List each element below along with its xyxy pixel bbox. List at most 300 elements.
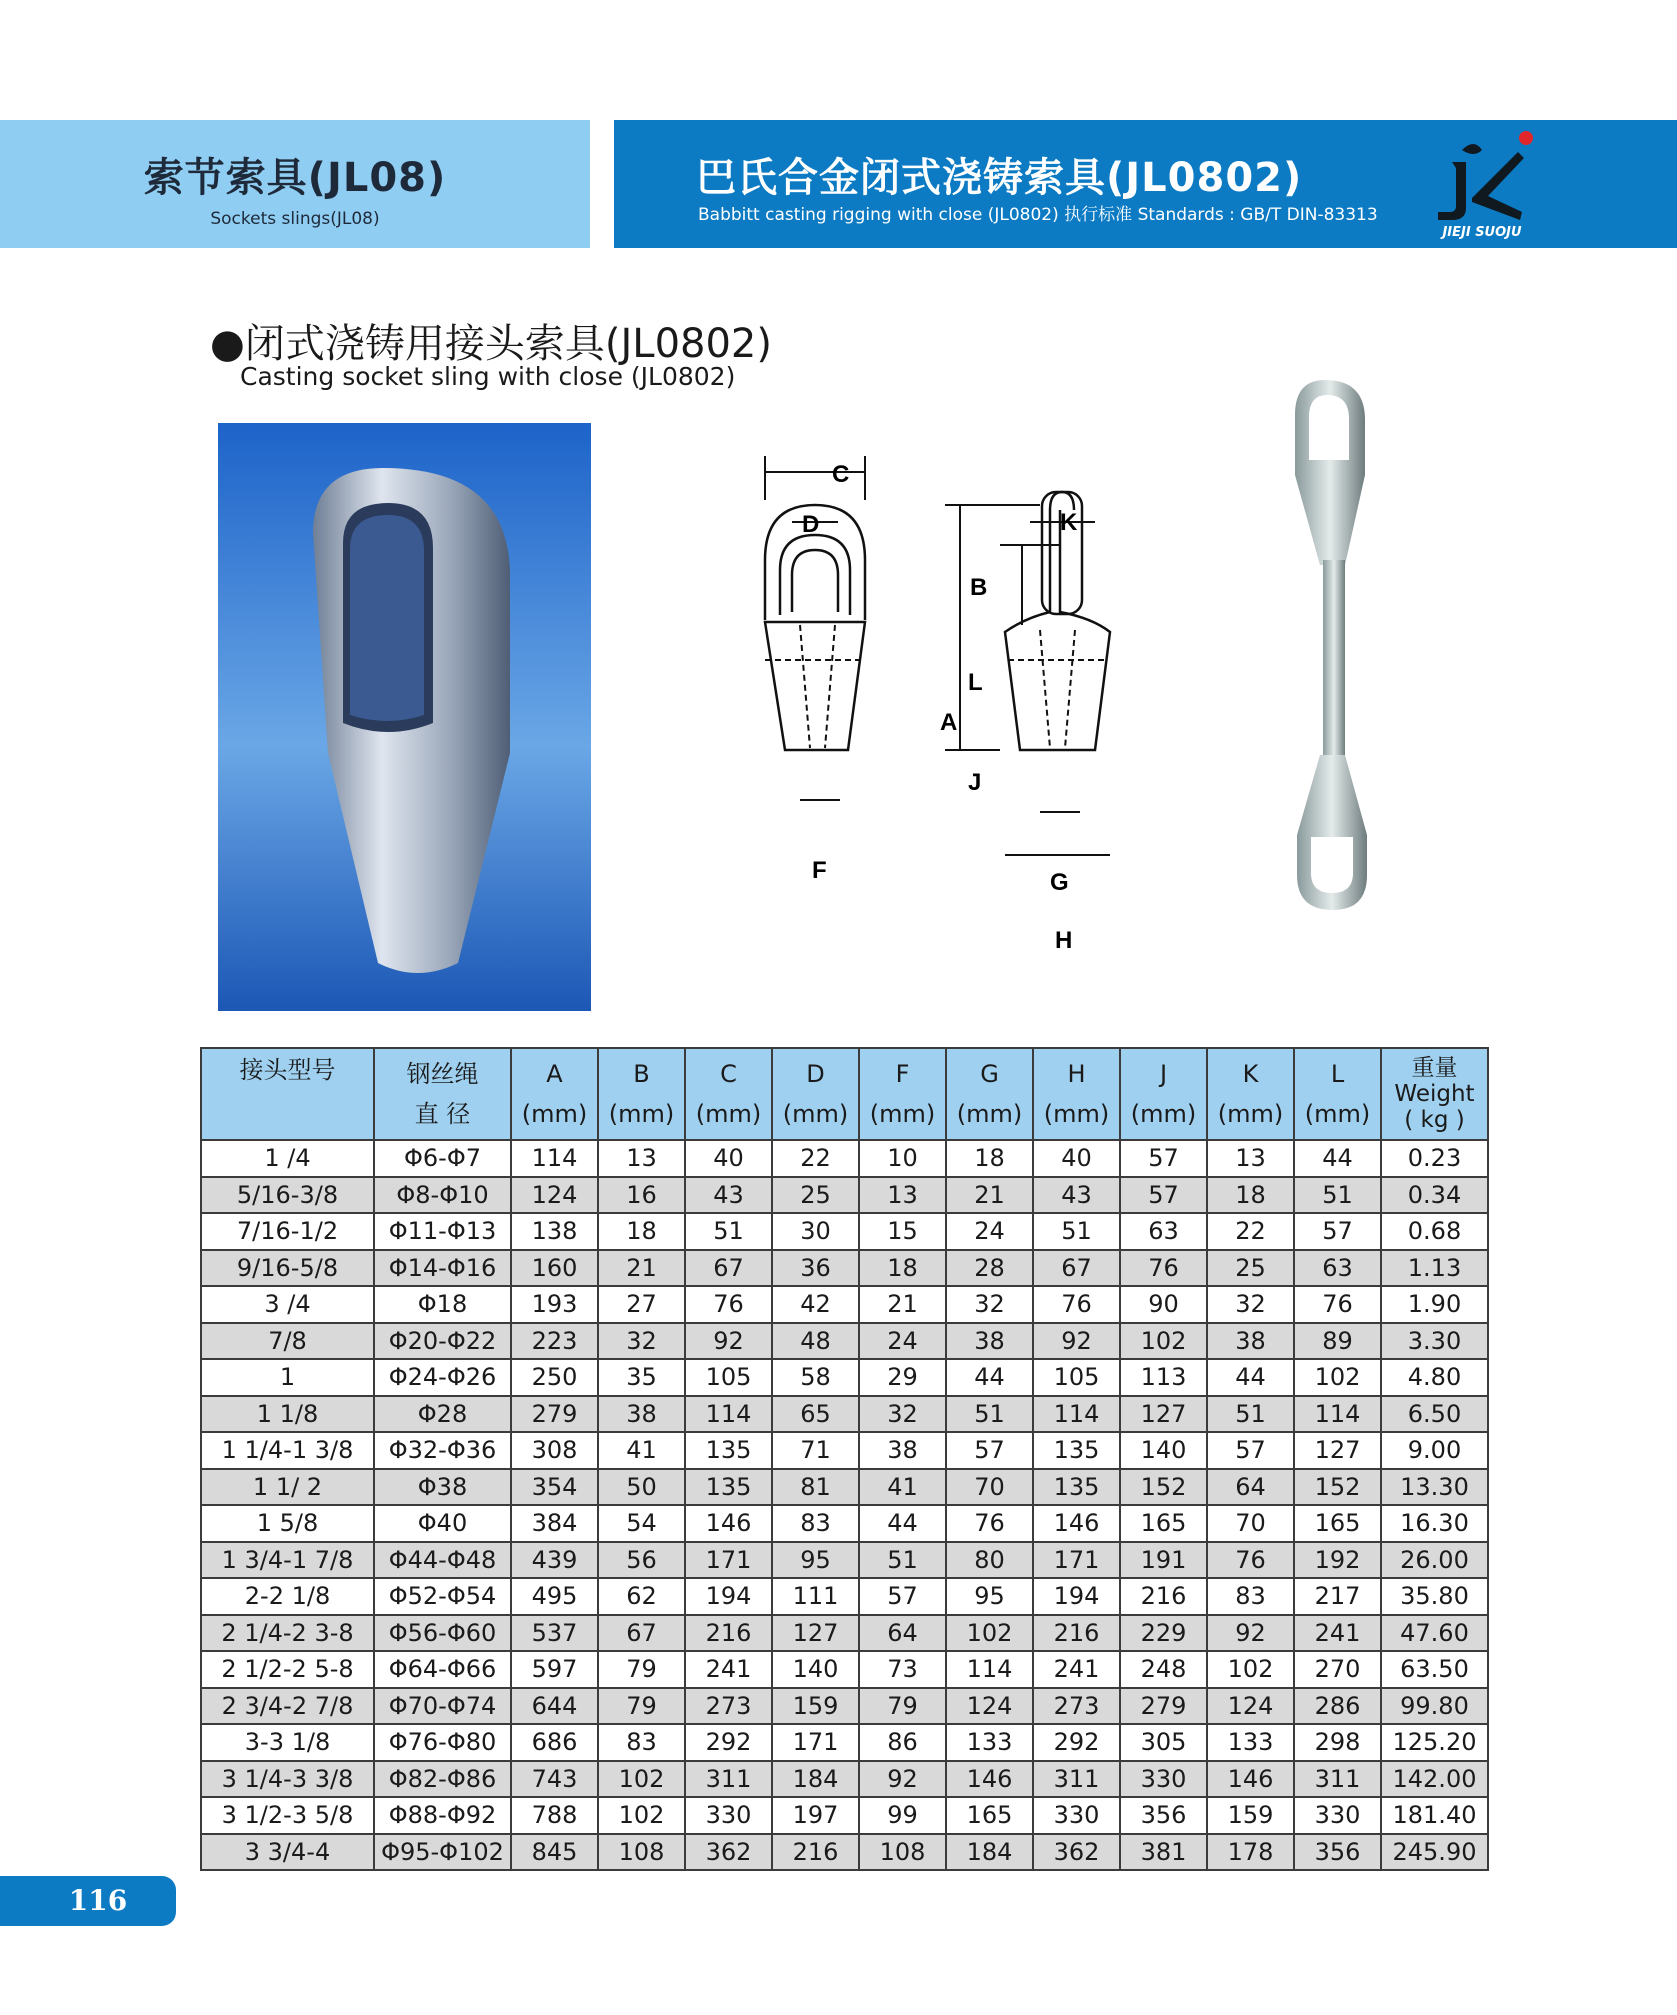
table-cell: 0.34 [1381,1177,1488,1214]
table-cell: Φ82-Φ86 [374,1761,511,1798]
table-cell: 152 [1294,1469,1381,1506]
table-row [201,1834,1488,1871]
table-cell: 644 [511,1688,598,1725]
table-cell: 111 [772,1578,859,1615]
table-cell: 76 [1120,1250,1207,1287]
table-cell: 241 [1033,1651,1120,1688]
table-cell: 24 [946,1213,1033,1250]
table-cell: 330 [1120,1761,1207,1798]
table-cell: 7/8 [201,1323,374,1360]
table-cell: 102 [946,1615,1033,1652]
table-cell: 113 [1120,1359,1207,1396]
table-cell: Φ32-Φ36 [374,1432,511,1469]
table-cell: 9/16-5/8 [201,1250,374,1287]
table-cell: 124 [511,1177,598,1214]
col-a: A (mm) [511,1048,598,1140]
table-cell: 63.50 [1381,1651,1488,1688]
col-b: B (mm) [598,1048,685,1140]
table-cell: 279 [1120,1688,1207,1725]
table-cell: 171 [1033,1542,1120,1579]
table-cell: 7/16-1/2 [201,1213,374,1250]
table-cell: 13 [859,1177,946,1214]
table-cell: 92 [1033,1323,1120,1360]
table-cell: 362 [685,1834,772,1871]
section-title-cn: ●闭式浇铸用接头索具(JL0802) [210,321,772,367]
table-cell: Φ95-Φ102 [374,1834,511,1871]
table-cell: 216 [1120,1578,1207,1615]
table-cell: 178 [1207,1834,1294,1871]
table-cell: 57 [1294,1213,1381,1250]
table-cell: 32 [598,1323,685,1360]
table-cell: 308 [511,1432,598,1469]
table-cell: 330 [1033,1797,1120,1834]
table-cell: 35 [598,1359,685,1396]
table-cell: 42 [772,1286,859,1323]
table-cell: 81 [772,1469,859,1506]
table-cell: 56 [598,1542,685,1579]
table-cell: 44 [859,1505,946,1542]
table-cell: 95 [772,1542,859,1579]
table-cell: Φ88-Φ92 [374,1797,511,1834]
table-cell: Φ70-Φ74 [374,1688,511,1725]
table-cell: 217 [1294,1578,1381,1615]
table-cell: 362 [1033,1834,1120,1871]
table-cell: Φ14-Φ16 [374,1250,511,1287]
table-cell: 10 [859,1140,946,1177]
table-row [201,1286,1488,1323]
table-cell: 245.90 [1381,1834,1488,1871]
table-cell: Φ24-Φ26 [374,1359,511,1396]
table-cell: 41 [859,1469,946,1506]
table-cell: 35.80 [1381,1578,1488,1615]
table-cell: 250 [511,1359,598,1396]
table-cell: 495 [511,1578,598,1615]
table-cell: 102 [1207,1651,1294,1688]
table-cell: 165 [1294,1505,1381,1542]
table-cell: 29 [859,1359,946,1396]
table-cell: 597 [511,1651,598,1688]
table-cell: 92 [859,1761,946,1798]
table-cell: 51 [685,1213,772,1250]
table-cell: 44 [1207,1359,1294,1396]
table-cell: 743 [511,1761,598,1798]
table-cell: 44 [1294,1140,1381,1177]
col-d: D (mm) [772,1048,859,1140]
table-cell: 16 [598,1177,685,1214]
section-title-en: Casting socket sling with close (JL0802) [240,362,736,391]
table-cell: Φ64-Φ66 [374,1651,511,1688]
table-row [201,1396,1488,1433]
table-cell: 6.50 [1381,1396,1488,1433]
table-cell: 356 [1120,1797,1207,1834]
table-cell: 26.00 [1381,1542,1488,1579]
table-cell: 105 [685,1359,772,1396]
table-cell: 125.20 [1381,1724,1488,1761]
table-cell: 305 [1120,1724,1207,1761]
table-cell: 63 [1120,1213,1207,1250]
table-cell: Φ38 [374,1469,511,1506]
table-cell: 67 [598,1615,685,1652]
table-row [201,1578,1488,1615]
table-cell: 102 [598,1797,685,1834]
table-cell: 3 /4 [201,1286,374,1323]
table-row [201,1250,1488,1287]
label-l: L [968,669,983,696]
table-row [201,1615,1488,1652]
table-cell: 165 [1120,1505,1207,1542]
table-cell: 64 [1207,1469,1294,1506]
table-cell: 51 [859,1542,946,1579]
table-cell: 99 [859,1797,946,1834]
table-cell: Φ28 [374,1396,511,1433]
label-d: D [802,511,820,538]
table-cell: 58 [772,1359,859,1396]
table-row [201,1724,1488,1761]
table-cell: 184 [772,1761,859,1798]
table-cell: 229 [1120,1615,1207,1652]
table-cell: 248 [1120,1651,1207,1688]
table-cell: 114 [946,1651,1033,1688]
table-cell: 0.23 [1381,1140,1488,1177]
table-cell: 73 [859,1651,946,1688]
table-cell: 40 [685,1140,772,1177]
label-b: B [970,574,988,601]
col-f: F (mm) [859,1048,946,1140]
table-cell: 127 [1120,1396,1207,1433]
table-cell: Φ56-Φ60 [374,1615,511,1652]
page-number: 116 [0,1876,176,1926]
table-cell: 86 [859,1724,946,1761]
table-cell: 114 [1033,1396,1120,1433]
table-cell: 38 [598,1396,685,1433]
table-row [201,1140,1488,1177]
table-cell: 140 [1120,1432,1207,1469]
table-cell: 70 [1207,1505,1294,1542]
table-cell: 184 [946,1834,1033,1871]
table-cell: 16.30 [1381,1505,1488,1542]
table-cell: 3 1/4-3 3/8 [201,1761,374,1798]
table-cell: 165 [946,1797,1033,1834]
table-cell: 79 [598,1688,685,1725]
table-cell: 57 [946,1432,1033,1469]
table-cell: 384 [511,1505,598,1542]
col-model: 接头型号 [201,1048,374,1140]
table-cell: 90 [1120,1286,1207,1323]
table-cell: 2 3/4-2 7/8 [201,1688,374,1725]
table-cell: 89 [1294,1323,1381,1360]
label-j: J [968,769,982,796]
table-cell: 83 [598,1724,685,1761]
table-cell: 102 [1294,1359,1381,1396]
table-cell: 159 [1207,1797,1294,1834]
label-f: F [812,857,827,884]
table-cell: 4.80 [1381,1359,1488,1396]
table-cell: 279 [511,1396,598,1433]
table-cell: 241 [1294,1615,1381,1652]
table-cell: 193 [511,1286,598,1323]
table-cell: 13 [598,1140,685,1177]
table-cell: 3.30 [1381,1323,1488,1360]
table-cell: 57 [859,1578,946,1615]
table-cell: 43 [685,1177,772,1214]
table-cell: 50 [598,1469,685,1506]
table-cell: 79 [598,1651,685,1688]
table-cell: Φ20-Φ22 [374,1323,511,1360]
col-rope-diameter: 钢丝绳 直 径 [374,1048,511,1140]
table-cell: 62 [598,1578,685,1615]
table-cell: 138 [511,1213,598,1250]
label-c: C [832,461,850,488]
col-l: L (mm) [1294,1048,1381,1140]
table-cell: 197 [772,1797,859,1834]
table-cell: 273 [685,1688,772,1725]
table-cell: 330 [685,1797,772,1834]
table-cell: 63 [1294,1250,1381,1287]
table-row [201,1432,1488,1469]
table-cell: 194 [1033,1578,1120,1615]
table-cell: 146 [1207,1761,1294,1798]
table-cell: 13.30 [1381,1469,1488,1506]
table-cell: 1 [201,1359,374,1396]
table-cell: 80 [946,1542,1033,1579]
table-cell: 13 [1207,1140,1294,1177]
table-cell: 108 [598,1834,685,1871]
table-row [201,1542,1488,1579]
category-title: 索节索具(JL08) [143,155,447,201]
table-cell: 3 1/2-3 5/8 [201,1797,374,1834]
col-c: C (mm) [685,1048,772,1140]
table-cell: 38 [859,1432,946,1469]
table-cell: 22 [1207,1213,1294,1250]
table-cell: 28 [946,1250,1033,1287]
table-cell: 1 /4 [201,1140,374,1177]
table-row [201,1213,1488,1250]
table-row [201,1359,1488,1396]
table-cell: 311 [1294,1761,1381,1798]
table-cell: 15 [859,1213,946,1250]
table-cell: 171 [685,1542,772,1579]
table-cell: 57 [1120,1177,1207,1214]
label-a: A [940,709,958,736]
table-cell: 788 [511,1797,598,1834]
table-cell: 192 [1294,1542,1381,1579]
table-cell: 686 [511,1724,598,1761]
table-cell: 1 1/4-1 3/8 [201,1432,374,1469]
table-cell: 135 [685,1469,772,1506]
table-row [201,1651,1488,1688]
table-cell: 114 [511,1140,598,1177]
table-cell: 40 [1033,1140,1120,1177]
table-cell: 286 [1294,1688,1381,1725]
table-cell: 79 [859,1688,946,1725]
table-cell: 76 [1207,1542,1294,1579]
table-cell: 2-2 1/8 [201,1578,374,1615]
table-cell: 135 [685,1432,772,1469]
table-cell: 102 [1120,1323,1207,1360]
table-cell: 114 [685,1396,772,1433]
table-cell: 76 [1033,1286,1120,1323]
table-cell: 160 [511,1250,598,1287]
table-cell: 51 [946,1396,1033,1433]
table-cell: 108 [859,1834,946,1871]
table-cell: 92 [1207,1615,1294,1652]
table-cell: 51 [1294,1177,1381,1214]
table-cell: 18 [598,1213,685,1250]
product-subtitle: Babbitt casting rigging with close (JL0802) 执行标准 Standards : GB/T DIN-83313 [698,205,1378,225]
table-cell: 54 [598,1505,685,1542]
col-k: K (mm) [1207,1048,1294,1140]
table-row [201,1688,1488,1725]
table-cell: 159 [772,1688,859,1725]
table-cell: 2 1/4-2 3-8 [201,1615,374,1652]
table-cell: 292 [685,1724,772,1761]
table-cell: 191 [1120,1542,1207,1579]
col-h: H (mm) [1033,1048,1120,1140]
table-cell: 70 [946,1469,1033,1506]
table-row [201,1469,1488,1506]
table-cell: Φ6-Φ7 [374,1140,511,1177]
table-cell: 133 [946,1724,1033,1761]
table-cell: 273 [1033,1688,1120,1725]
brand-logo-icon [1422,128,1542,240]
table-cell: 292 [1033,1724,1120,1761]
table-cell: 241 [685,1651,772,1688]
table-cell: 0.68 [1381,1213,1488,1250]
table-cell: 146 [1033,1505,1120,1542]
table-cell: 1.13 [1381,1250,1488,1287]
table-cell: 146 [685,1505,772,1542]
table-cell: Φ11-Φ13 [374,1213,511,1250]
table-cell: 2 1/2-2 5-8 [201,1651,374,1688]
table-cell: 194 [685,1578,772,1615]
table-cell: 142.00 [1381,1761,1488,1798]
table-cell: 5/16-3/8 [201,1177,374,1214]
table-cell: 127 [1294,1432,1381,1469]
table-cell: 330 [1294,1797,1381,1834]
table-cell: 21 [946,1177,1033,1214]
table-cell: 1 5/8 [201,1505,374,1542]
table-cell: 1 3/4-1 7/8 [201,1542,374,1579]
table-cell: 270 [1294,1651,1381,1688]
table-cell: 44 [946,1359,1033,1396]
table-cell: 127 [772,1615,859,1652]
table-row [201,1323,1488,1360]
table-cell: 845 [511,1834,598,1871]
table-cell: 32 [946,1286,1033,1323]
table-cell: 67 [1033,1250,1120,1287]
table-cell: 65 [772,1396,859,1433]
table-cell: 216 [685,1615,772,1652]
table-cell: 356 [1294,1834,1381,1871]
table-cell: 537 [511,1615,598,1652]
table-cell: 216 [1033,1615,1120,1652]
label-h: H [1055,927,1073,954]
table-cell: 48 [772,1323,859,1360]
table-cell: 3-3 1/8 [201,1724,374,1761]
table-cell: 57 [1120,1140,1207,1177]
table-cell: 1 1/ 2 [201,1469,374,1506]
table-cell: 171 [772,1724,859,1761]
table-cell: 311 [685,1761,772,1798]
table-cell: 22 [772,1140,859,1177]
table-cell: 381 [1120,1834,1207,1871]
table-cell: 18 [859,1250,946,1287]
table-cell: 51 [1033,1213,1120,1250]
table-row [201,1797,1488,1834]
table-cell: Φ8-Φ10 [374,1177,511,1214]
table-cell: 1.90 [1381,1286,1488,1323]
table-cell: 38 [946,1323,1033,1360]
table-cell: 32 [1207,1286,1294,1323]
table-cell: 95 [946,1578,1033,1615]
logo-wordmark: JIEJI SUOJU [1442,225,1522,240]
table-cell: 9.00 [1381,1432,1488,1469]
table-cell: 38 [1207,1323,1294,1360]
table-cell: 152 [1120,1469,1207,1506]
dimension-diagram [740,450,1140,980]
table-row [201,1505,1488,1542]
col-weight: 重量 Weight ( kg ) [1381,1048,1488,1140]
table-cell: 135 [1033,1432,1120,1469]
sling-assembly-image [1275,375,1395,915]
table-cell: 64 [859,1615,946,1652]
table-row [201,1177,1488,1214]
table-cell: 25 [772,1177,859,1214]
table-row [201,1761,1488,1798]
table-cell: 71 [772,1432,859,1469]
table-cell: 298 [1294,1724,1381,1761]
table-cell: 32 [859,1396,946,1433]
table-cell: 36 [772,1250,859,1287]
table-cell: 24 [859,1323,946,1360]
table-cell: 439 [511,1542,598,1579]
table-cell: 133 [1207,1724,1294,1761]
table-cell: 47.60 [1381,1615,1488,1652]
table-cell: 114 [1294,1396,1381,1433]
table-cell: 140 [772,1651,859,1688]
table-cell: 76 [685,1286,772,1323]
table-cell: 135 [1033,1469,1120,1506]
table-cell: 18 [946,1140,1033,1177]
category-banner [0,120,590,248]
table-cell: 223 [511,1323,598,1360]
table-cell: 76 [946,1505,1033,1542]
label-g: G [1050,869,1069,896]
table-cell: 311 [1033,1761,1120,1798]
table-header-row [201,1048,1488,1140]
table-cell: 3 3/4-4 [201,1834,374,1871]
spec-table [200,1047,1489,1871]
table-cell: 25 [1207,1250,1294,1287]
category-subtitle: Sockets slings(JL08) [210,209,380,229]
table-cell: 27 [598,1286,685,1323]
table-cell: 21 [859,1286,946,1323]
table-cell: 102 [598,1761,685,1798]
table-cell: 181.40 [1381,1797,1488,1834]
table-cell: 216 [772,1834,859,1871]
table-cell: 83 [772,1505,859,1542]
product-banner [614,120,1677,248]
product-title: 巴氏合金闭式浇铸索具(JL0802) [696,155,1303,201]
col-j: J (mm) [1120,1048,1207,1140]
table-cell: 57 [1207,1432,1294,1469]
table-cell: 105 [1033,1359,1120,1396]
table-cell: 124 [946,1688,1033,1725]
table-cell: 1 1/8 [201,1396,374,1433]
table-cell: 43 [1033,1177,1120,1214]
table-cell: 41 [598,1432,685,1469]
table-cell: Φ76-Φ80 [374,1724,511,1761]
